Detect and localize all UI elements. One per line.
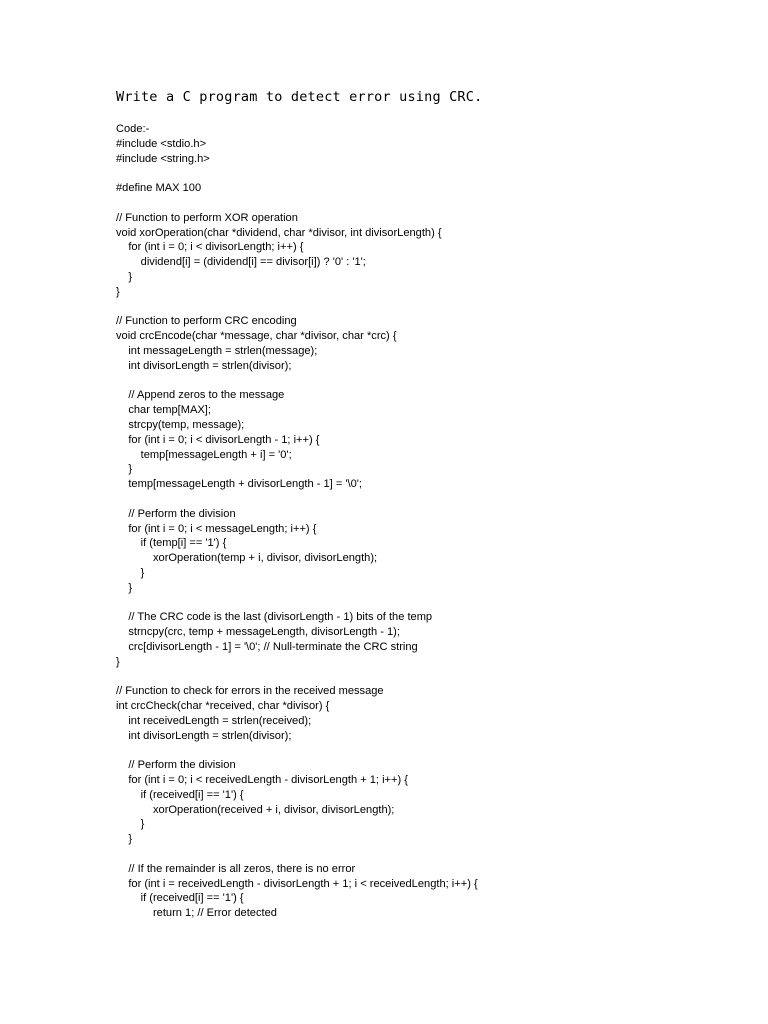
code-line: }	[116, 270, 133, 283]
code-line: // Perform the division	[116, 759, 236, 772]
code-line: // Perform the division	[116, 507, 236, 520]
code-line: #include <stdio.h>	[116, 137, 207, 150]
code-line: temp[messageLength + i] = '0';	[116, 448, 292, 461]
code-line	[116, 374, 736, 389]
code-line	[116, 596, 736, 611]
code-line: for (int i = 0; i < divisorLength - 1; i++) {	[116, 433, 320, 446]
code-line	[116, 166, 736, 181]
code-line	[116, 847, 736, 862]
code-line: }	[116, 833, 133, 846]
code-line: for (int i = 0; i < receivedLength - divisorLength + 1; i++) {	[116, 774, 408, 787]
code-line: temp[messageLength + divisorLength - 1] = '\0';	[116, 478, 362, 491]
code-line: crc[divisorLength - 1] = '\0'; // Null-terminate the CRC string	[116, 640, 418, 653]
code-line: }	[116, 285, 120, 298]
code-line: int messageLength = strlen(message);	[116, 344, 318, 357]
code-line: // Function to check for errors in the received message	[116, 685, 384, 698]
code-line: dividend[i] = (dividend[i] == divisor[i]) ? '0' : '1';	[116, 256, 366, 269]
code-line	[116, 743, 736, 758]
code-line: int crcCheck(char *received, char *divisor) {	[116, 700, 330, 713]
code-line: for (int i = receivedLength - divisorLength + 1; i < receivedLength; i++) {	[116, 877, 478, 890]
code-line: }	[116, 818, 145, 831]
code-line	[116, 196, 736, 211]
code-line: // Function to perform XOR operation	[116, 211, 298, 224]
code-line: }	[116, 566, 145, 579]
code-line: int receivedLength = strlen(received);	[116, 714, 312, 727]
code-line: if (received[i] == '1') {	[116, 788, 244, 801]
document-title: Write a C program to detect error using CRC.	[116, 89, 483, 105]
code-line	[116, 492, 736, 507]
code-line: for (int i = 0; i < divisorLength; i++) {	[116, 241, 304, 254]
code-line: void xorOperation(char *dividend, char *divisor, int divisorLength) {	[116, 226, 442, 239]
code-line: }	[116, 655, 120, 668]
code-line: return 1; // Error detected	[116, 907, 277, 920]
code-line: // Append zeros to the message	[116, 389, 285, 402]
code-line: Code:-	[116, 123, 150, 135]
code-line: if (received[i] == '1') {	[116, 892, 244, 905]
code-line: #include <string.h>	[116, 152, 210, 165]
code-line: for (int i = 0; i < messageLength; i++) {	[116, 522, 317, 535]
code-line: }	[116, 581, 133, 594]
code-line: int divisorLength = strlen(divisor);	[116, 359, 292, 372]
code-line: #define MAX 100	[116, 182, 202, 195]
code-line: // The CRC code is the last (divisorLength - 1) bits of the temp	[116, 611, 433, 624]
code-line: char temp[MAX];	[116, 404, 211, 417]
code-line	[116, 300, 736, 315]
code-line: strncpy(crc, temp + messageLength, divisorLength - 1);	[116, 626, 400, 639]
code-line: int divisorLength = strlen(divisor);	[116, 729, 292, 742]
code-line: void crcEncode(char *message, char *divisor, char *crc) {	[116, 330, 397, 343]
code-line: xorOperation(temp + i, divisor, divisorLength);	[116, 552, 378, 565]
code-line	[116, 669, 736, 684]
code-line: if (temp[i] == '1') {	[116, 537, 227, 550]
code-line: }	[116, 463, 133, 476]
code-line: xorOperation(received + i, divisor, divisorLength);	[116, 803, 395, 816]
code-line: // If the remainder is all zeros, there is no error	[116, 862, 356, 875]
code-line: strcpy(temp, message);	[116, 418, 245, 431]
code-line: // Function to perform CRC encoding	[116, 315, 297, 328]
code-listing	[116, 122, 736, 921]
